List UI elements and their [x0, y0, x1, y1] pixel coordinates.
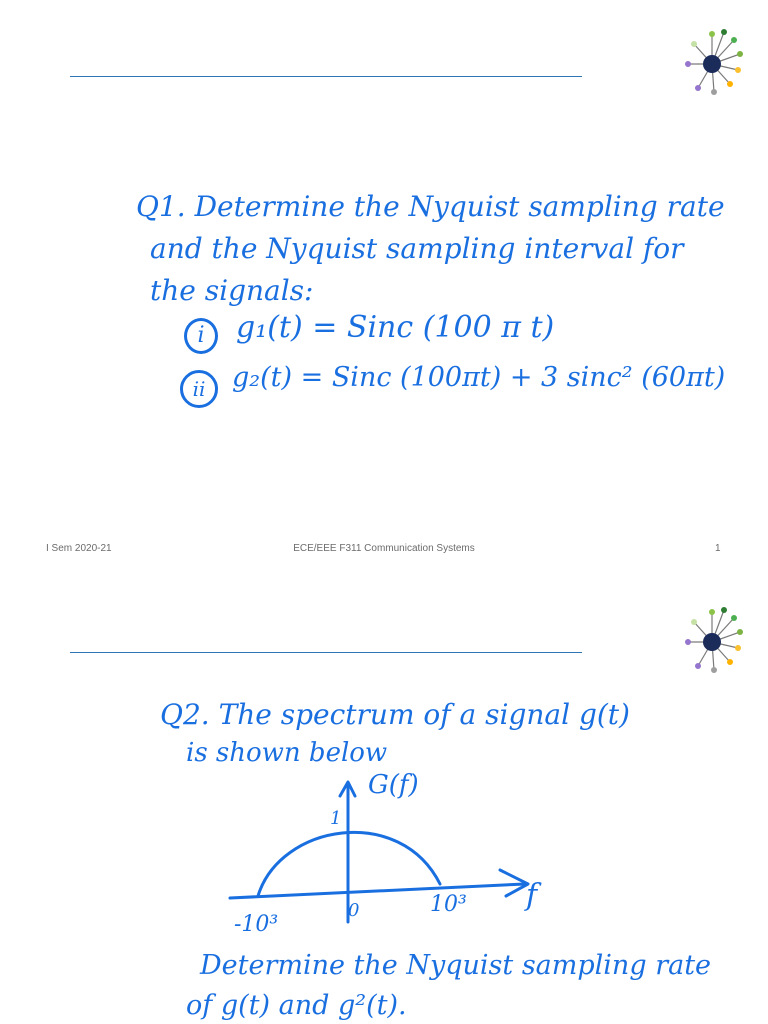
item-i-marker: i [184, 318, 218, 354]
graph-right-tick-label: 10³ [430, 892, 467, 917]
item-ii-marker: ii [180, 370, 218, 408]
question-1-line-2: and the Nyquist sampling interval for [150, 232, 684, 265]
logo-icon [684, 26, 744, 98]
footer-course: ECE/EEE F311 Communication Systems [293, 543, 475, 554]
footer-semester: I Sem 2020-21 [46, 543, 112, 554]
header-rule [70, 652, 582, 653]
graph-left-tick-label: -10³ [234, 912, 279, 937]
question-2-line-2: is shown below [186, 738, 388, 768]
item-i-equation: g₁(t) = Sinc (100 π t) [236, 310, 555, 345]
followup-line-2: of g(t) and g²(t). [186, 990, 407, 1021]
logo-icon [684, 604, 744, 676]
x-axis [230, 884, 525, 898]
item-ii-equation: g₂(t) = Sinc (100πt) + 3 sinc² (60πt) [232, 362, 726, 393]
graph-origin-label: 0 [348, 900, 360, 921]
x-axis-arrow [500, 870, 528, 896]
question-1-line-3: the signals: [150, 274, 314, 307]
followup-line-1: Determine the Nyquist sampling rate [200, 950, 712, 981]
header-rule [70, 76, 582, 77]
question-2-line-1: Q2. The spectrum of a signal g(t) [160, 698, 630, 731]
graph-y-label: G(f) [368, 770, 419, 800]
graph-peak-label: 1 [330, 808, 342, 829]
question-1-line-1: Q1. Determine the Nyquist sampling rate [136, 190, 725, 223]
footer-page-number: 1 [715, 543, 721, 554]
graph-x-label: f [526, 878, 538, 913]
slide-2 [0, 578, 768, 1024]
